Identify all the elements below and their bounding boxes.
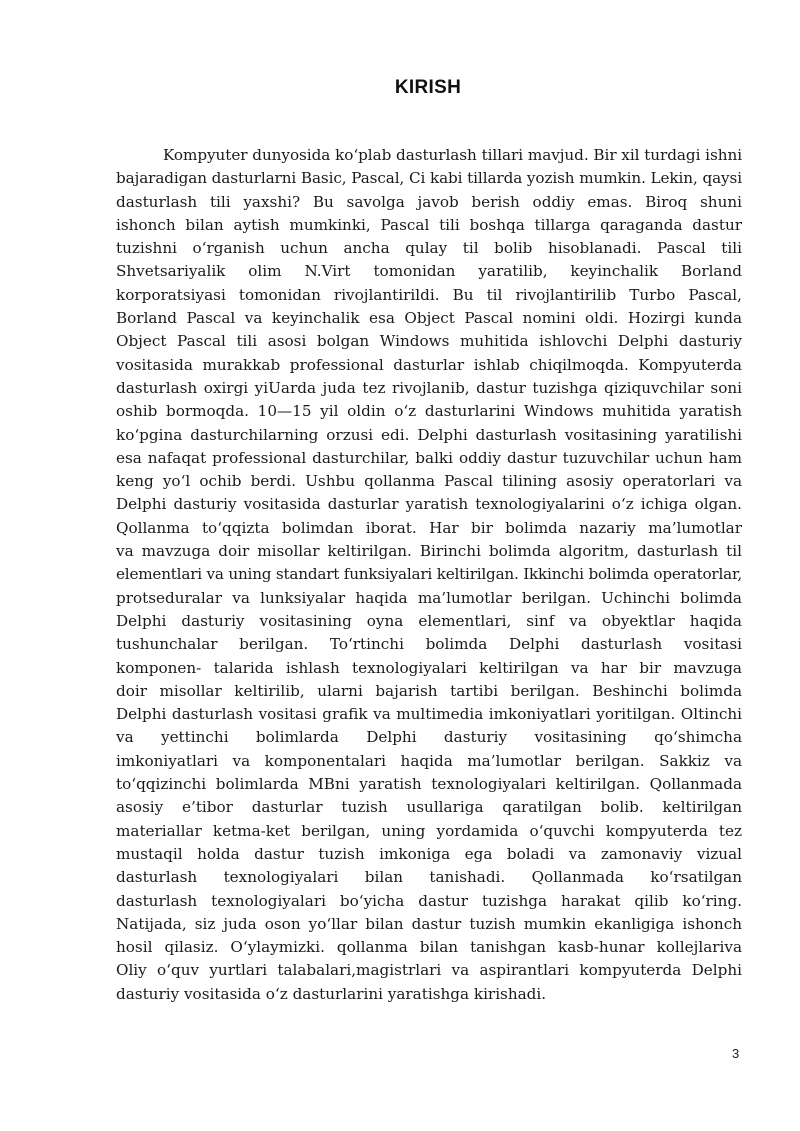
- text-line: imkoniyatlari va komponentalari haqida ma’lumotlar berilgan. Sakkiz va: [116, 751, 742, 770]
- text-line: ishonch bilan aytish mumkinki, Pascal tili boshqa tillarga qaraganda dastur: [116, 215, 742, 234]
- text-line: to‘qqizinchi bolimlarda MBni yaratish texnologiyalari keltirilgan. Qollanmada: [116, 775, 742, 794]
- text-line: Qollanma to‘qqizta bolimdan iborat. Har bir bolimda nazariy ma’lumotlar: [116, 518, 742, 537]
- text-line: keng yo‘l ochib berdi. Ushbu qollanma Pascal tilining asosiy operatorlari va: [116, 472, 742, 491]
- text-line: va mavzuga doir misollar keltirilgan. Birinchi bolimda algoritm, dasturlash til: [116, 542, 742, 561]
- text-line: asosiy e’tibor dasturlar tuzish usullariga qaratilgan bolib. keltirilgan: [116, 798, 742, 817]
- text-line: vositasida murakkab professional dasturlar ishlab chiqilmoqda. Kompyuterda: [116, 355, 742, 374]
- text-line: Oliy o‘quv yurtlari talabalari,magistrlari va aspirantlari kompyuterda Delphi: [116, 961, 742, 980]
- text-line: dasturlash tili yaxshi? Bu savolga javob berish oddiy emas. Biroq shuni: [116, 192, 742, 211]
- text-line: elementlari va uning standart funksiyalari keltirilgan. Ikkinchi bolimda operatorlar,: [116, 565, 742, 584]
- text-line: Shvetsariyalik olim N.Virt tomonidan yaratilib, keyinchalik Borland: [116, 262, 742, 281]
- text-line: tuzishni o‘rganish uchun ancha qulay til bolib hisoblanadi. Pascal tili: [116, 239, 742, 258]
- text-line: oshib bormoqda. 10—15 yil oldin o‘z dasturlarini Windows muhitida yaratish: [116, 402, 742, 421]
- text-line: ko‘pgina dasturchilarning orzusi edi. Delphi dasturlash vositasining yaratilishi: [116, 425, 742, 444]
- text-line: Borland Pascal va keyinchalik esa Object Pascal nomini oldi. Hozirgi kunda: [116, 309, 742, 328]
- text-line: korporatsiyasi tomonidan rivojlantirildi. Bu til rivojlantirilib Turbo Pascal,: [116, 285, 742, 304]
- text-line: va yettinchi bolimlarda Delphi dasturiy vositasining qo‘shimcha: [116, 728, 742, 747]
- text-line: dasturlash oxirgi yiUarda juda tez rivojlanib, dastur tuzishga qiziquvchilar soni: [116, 378, 742, 397]
- text-line: Natijada, siz juda oson yo‘llar bilan dastur tuzish mumkin ekanligiga ishonch: [116, 914, 742, 933]
- text-line: bajaradigan dasturlarni Basic, Pascal, Ci kabi tillarda yozish mumkin. Lekin, qaysi: [116, 169, 742, 188]
- text-line: Kompyuter dunyosida ko‘plab dasturlash tillari mavjud. Bir xil turdagi ishni: [163, 146, 743, 164]
- text-line: materiallar ketma-ket berilgan, uning yordamida o‘quvchi kompyuterda tez: [116, 821, 742, 840]
- text-line: hosil qilasiz. O‘ylaymizki. qollanma bilan tanishgan kasb-hunar kollejlariva: [116, 938, 742, 957]
- body-paragraph: [116, 144, 742, 1006]
- text-line: tushunchalar berilgan. To‘rtinchi bolimda Delphi dasturlash vositasi: [116, 635, 742, 654]
- page-title: KIRISH: [394, 77, 462, 98]
- text-line: protseduralar va lunksiyalar haqida ma’lumotlar berilgan. Uchinchi bolimda: [116, 588, 742, 607]
- text-line: mustaqil holda dastur tuzish imkoniga ega boladi va zamonaviy vizual: [116, 844, 742, 863]
- text-line: esa nafaqat professional dasturchilar, balki oddiy dastur tuzuvchilar uchun ham: [116, 448, 742, 467]
- text-line: Delphi dasturiy vositasida dasturlar yaratish texnologiyalarini o‘z ichiga olgan.: [116, 495, 742, 514]
- text-line: doir misollar keltirilib, ularni bajarish tartibi berilgan. Beshinchi bolimda: [116, 681, 742, 700]
- text-line: Delphi dasturiy vositasining oyna elementlari, sinf va obyektlar haqida: [116, 611, 742, 630]
- text-line: dasturlash texnologiyalari bo‘yicha dastur tuzishga harakat qilib ko‘ring.: [116, 891, 742, 910]
- text-line: Object Pascal tili asosi bolgan Windows muhitida ishlovchi Delphi dasturiy: [116, 332, 742, 351]
- text-line: Delphi dasturlash vositasi grafik va multimedia imkoniyatlari yoritilgan. Oltinchi: [116, 705, 742, 724]
- text-line: dasturiy vositasida o‘z dasturlarini yaratishga kirishadi.: [116, 984, 547, 1003]
- page-number: 3: [732, 1046, 740, 1061]
- text-line: dasturlash texnologiyalari bilan tanishadi. Qollanmada ko‘rsatilgan: [116, 868, 742, 887]
- text-line: komponen- talarida ishlash texnologiyalari keltirilgan va har bir mavzuga: [116, 658, 742, 677]
